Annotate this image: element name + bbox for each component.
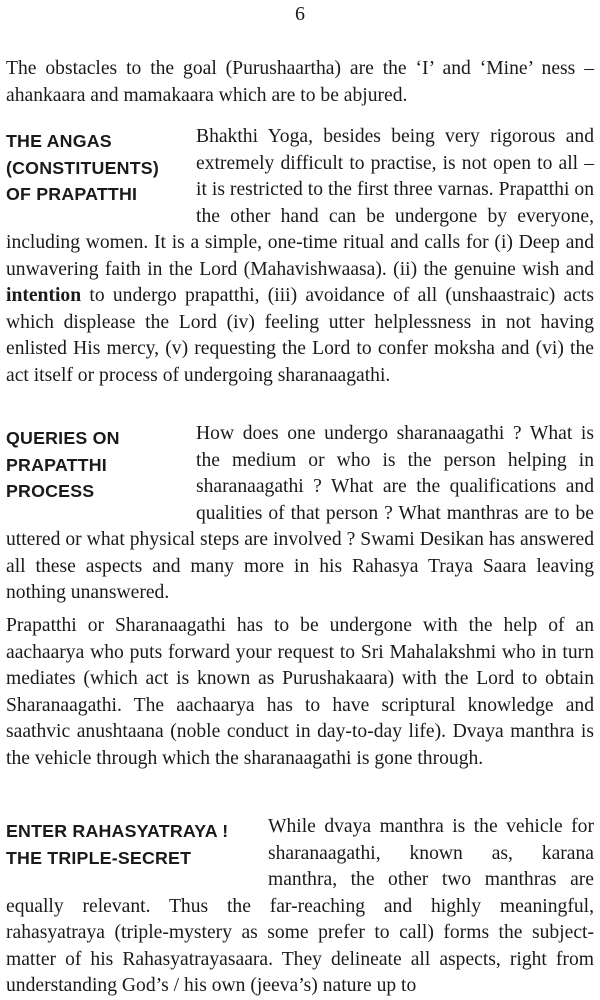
heading-line: THE ANGAS xyxy=(6,131,112,151)
body-text: Bhakthi Yoga, besides being very rigorous and extremely difficult to practise, is not open to all – it is restricted to the first three varnas. Prapatthi on the other hand can be undergone by everyone, including women. It is a simple, one-time ritual and calls for (i) Deep and unwavering faith in the Lord (Mahavishwaasa). (ii) the genuine wish and xyxy=(6,126,594,280)
body-text: to undergo prapatthi, (iii) avoidance of all (unshaastraic) acts which displease the Lord (iv) feeling utter helplessness in not having enlisted His mercy, (v) requesting the Lord to confer moksha and (vi) the act itself or process of undergoing sharanaagathi. xyxy=(6,285,594,386)
section-heading-angas xyxy=(6,128,196,208)
heading-line: PRAPATTHI xyxy=(6,454,107,475)
emphasis-text: intention xyxy=(6,285,82,306)
heading-line: (CONSTITUENTS) xyxy=(6,157,159,178)
section-rahasyatraya xyxy=(6,814,594,1000)
section-heading-rahasyatraya xyxy=(6,818,268,871)
page-number: 6 xyxy=(295,3,305,25)
heading-line: THE TRIPLE-SECRET xyxy=(6,847,192,868)
section-body-queries: How does one undergo sharanaagathi ? What is the medium or who is the person helping in sharanaagathi ? What are the qualifications and qualities of that person ? What manthras are to be uttered or what physical steps are involved ? Swami Desikan has answered all these aspects and many more in his Rahasya Traya Saara leaving nothing unanswered. xyxy=(6,423,594,603)
heading-line: ENTER RAHASYATRAYA ! xyxy=(6,821,229,841)
section-body-rahasyatraya: While dvaya manthra is the vehicle for sharanaagathi, known as, karana manthra, the other two manthras are equally relevant. Thus the far-reaching and highly meaningful, rahasyatraya (triple-mystery as some prefer to call) forms the subject-matter of his Rahasyatrayasaara. They delineate all aspects, right from understanding God’s / his own (jeeva’s) nature up to xyxy=(6,816,594,996)
section-heading-queries xyxy=(6,425,196,505)
intro-paragraph: The obstacles to the goal (Purushaartha) are the ‘I’ and ‘Mine’ ness – ahankaara and mamakaara which are to be abjured. xyxy=(6,58,594,106)
heading-line: PROCESS xyxy=(6,481,95,501)
section-queries xyxy=(6,421,594,607)
section-angas xyxy=(6,124,594,389)
heading-line: OF PRAPATTHI xyxy=(6,184,138,204)
aachaarya-paragraph: Prapatthi or Sharanaagathi has to be undergone with the help of an aachaarya who puts forward your request to Sri Mahalakshmi who in turn mediates (which act is known as Purushakaara) with the Lord to obtain Sharanaagathi. The aachaarya has to have scriptural knowledge and saathvic anushtaana (noble conduct in day-to-day life). Dvaya manthra is the vehicle through which the sharanaagathi is gone through. xyxy=(6,615,594,769)
heading-line: QUERIES ON xyxy=(6,428,120,448)
